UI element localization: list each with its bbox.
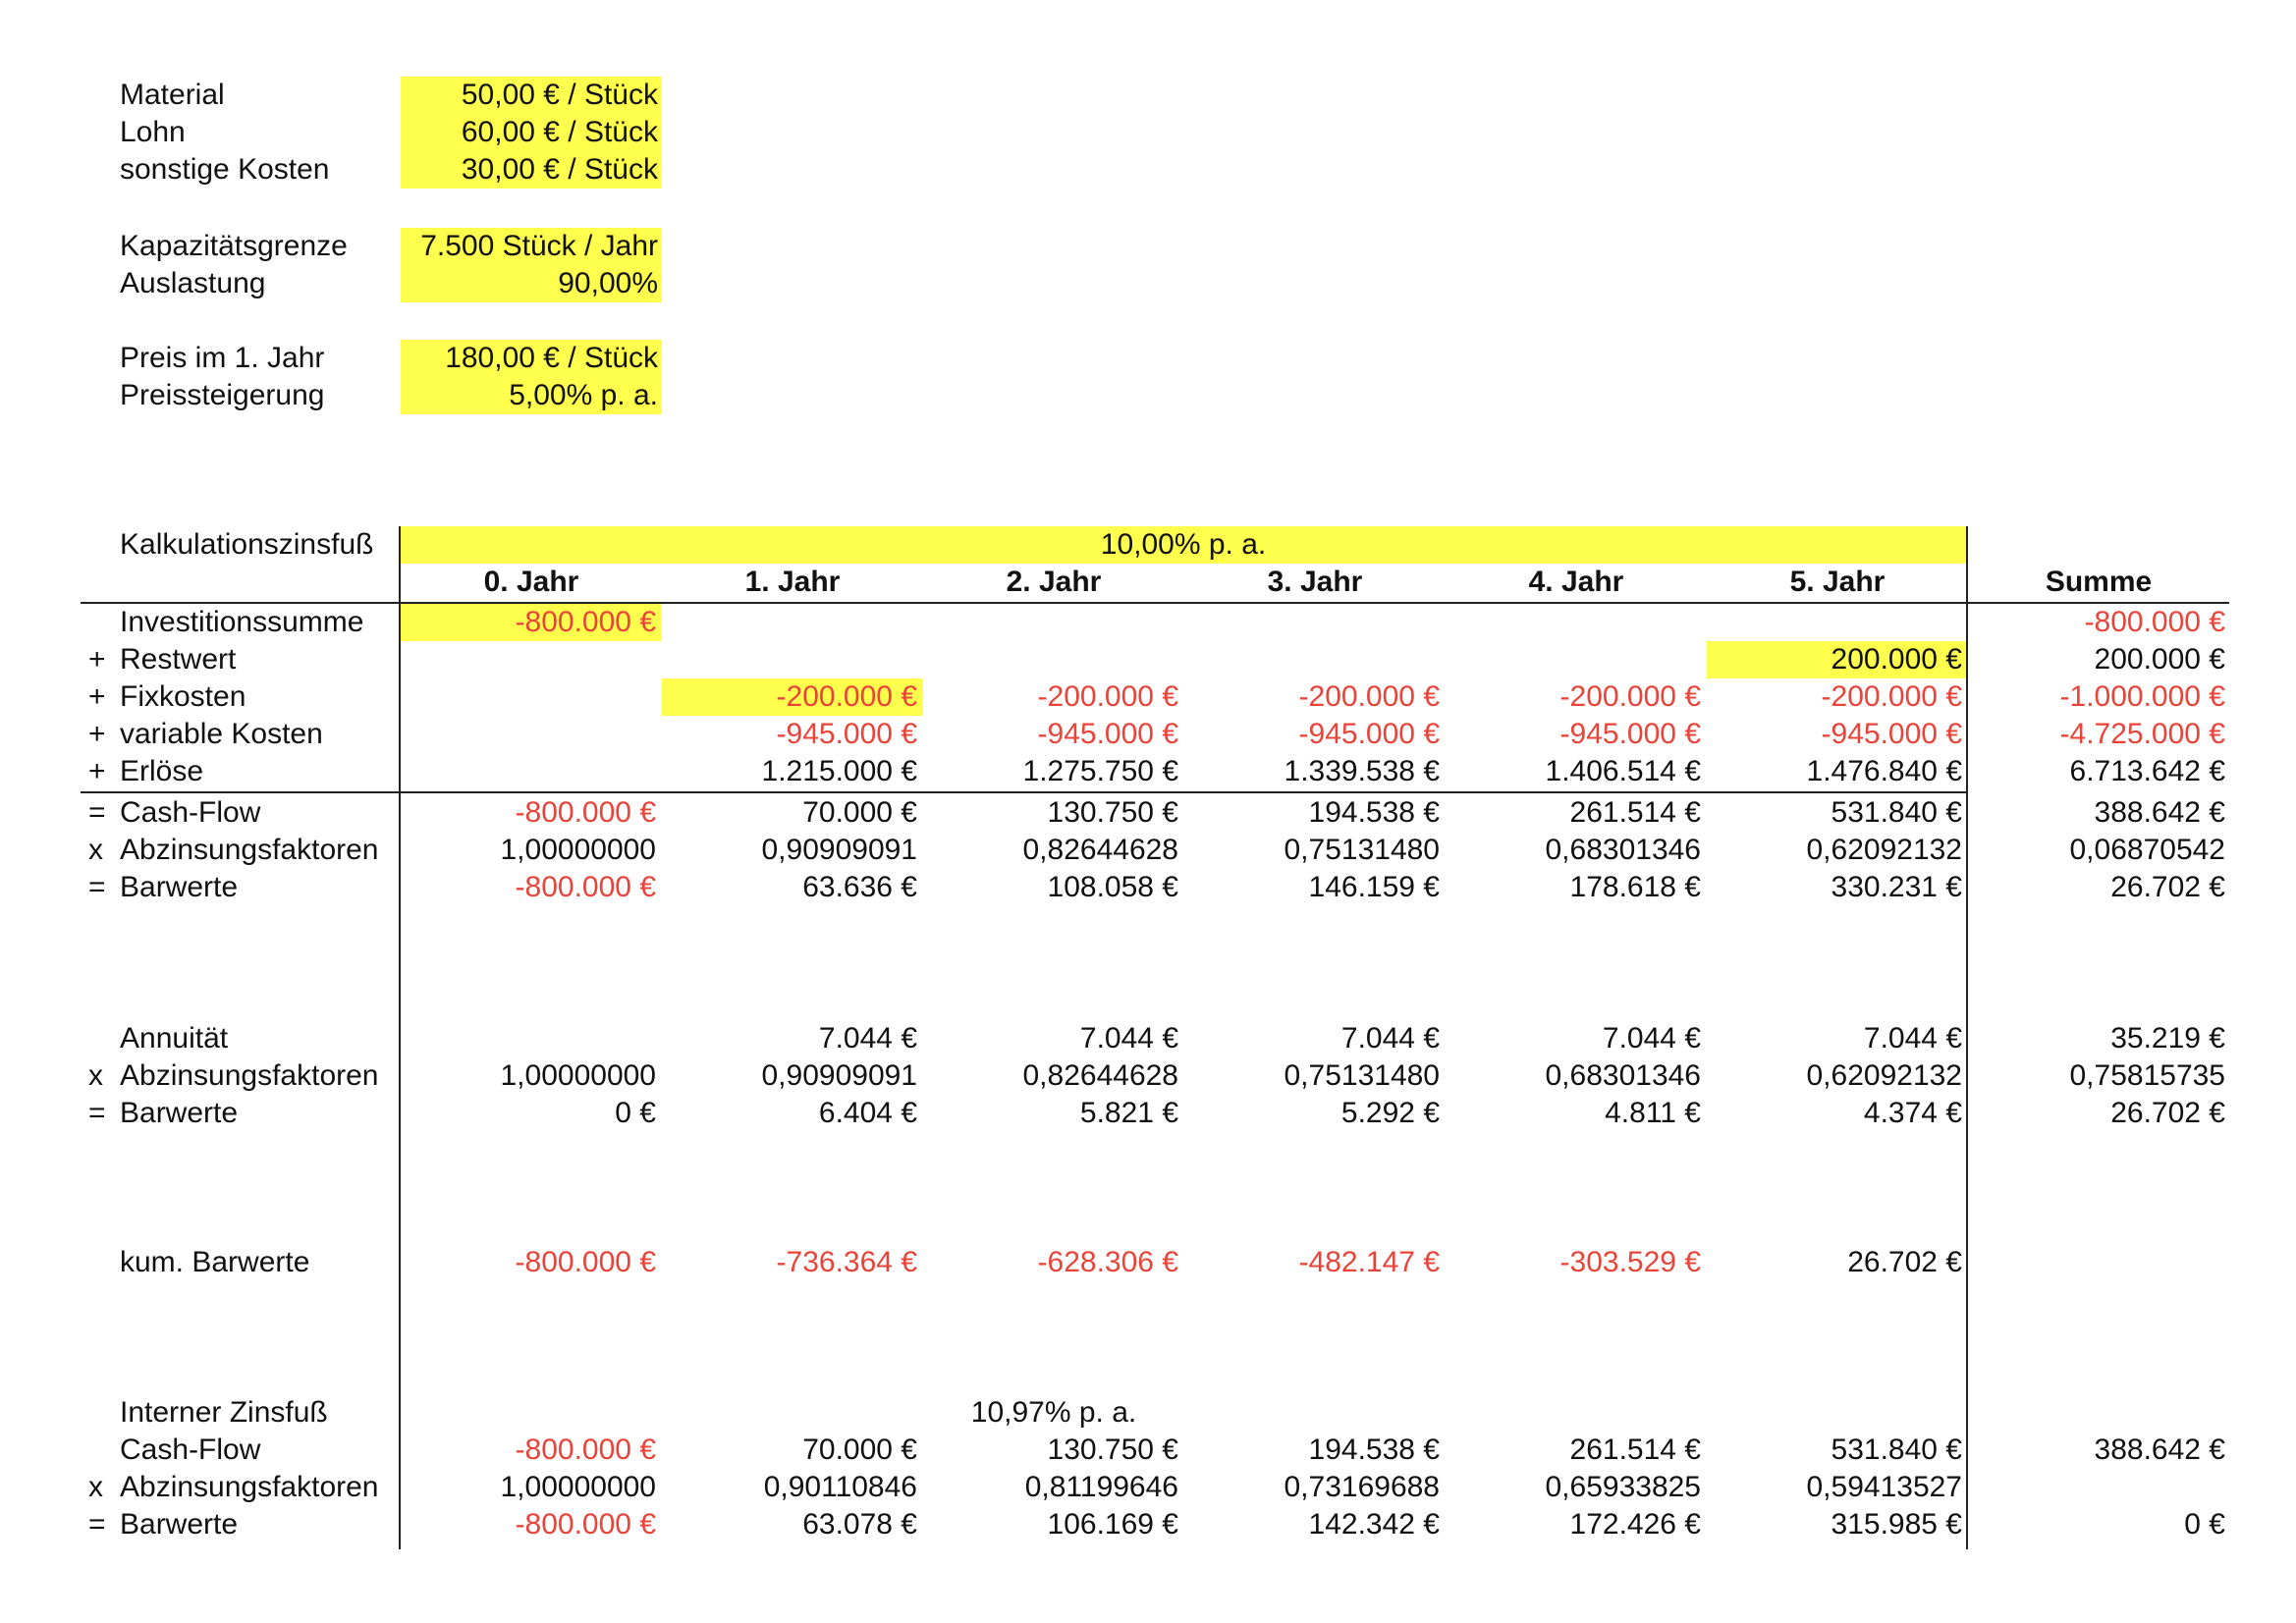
header-year-5: 5. Jahr	[1789, 566, 1886, 598]
header-year-1: 1. Jahr	[744, 566, 841, 598]
cell-year-3	[1184, 641, 1446, 678]
param-label: Preissteigerung	[120, 379, 325, 411]
row-prefix: x	[88, 834, 103, 866]
cell-summe: -1.000.000 €	[2059, 680, 2225, 713]
cell-year-2: 7.044 €	[1079, 1022, 1178, 1055]
cell-year-3: 0,75131480	[1284, 834, 1440, 866]
cell-year-2: 0,81199646	[1024, 1471, 1178, 1503]
row-label: Abzinsungsfaktoren	[120, 1059, 379, 1092]
cell-year-3: -200.000 €	[1298, 680, 1440, 713]
row-prefix	[88, 604, 116, 641]
row-label: Restwert	[120, 643, 237, 676]
cell-year-0	[401, 678, 662, 716]
cell-year-0: 1,00000000	[500, 1059, 656, 1092]
cell-year-2: 0,82644628	[1022, 1059, 1178, 1092]
row-prefix: =	[88, 1508, 106, 1541]
row-label: Barwerte	[120, 1097, 239, 1129]
cell-year-4: 7.044 €	[1602, 1022, 1701, 1055]
rate-label: Kalkulationszinsfuß	[120, 528, 374, 561]
cell-year-3: 142.342 €	[1308, 1508, 1440, 1541]
cell-year-1	[662, 641, 923, 678]
cell-year-3: 5.292 €	[1340, 1097, 1440, 1129]
cell-year-3: 194.538 €	[1308, 1434, 1440, 1466]
cell-year-1: 63.078 €	[802, 1508, 917, 1541]
row-label: Erlöse	[120, 755, 204, 787]
cell-summe: 0 €	[2184, 1508, 2225, 1541]
cell-year-4: 0,68301346	[1545, 1059, 1701, 1092]
cell-summe: 388.642 €	[2094, 796, 2225, 829]
param-label: Kapazitätsgrenze	[120, 230, 348, 262]
cell-year-2: 0,82644628	[1022, 834, 1178, 866]
cell-year-1: -200.000 €	[776, 680, 917, 713]
cell-year-0: 1,00000000	[500, 1471, 656, 1503]
cell-year-0: 0 €	[615, 1097, 656, 1129]
cell-year-4: 0,68301346	[1545, 834, 1701, 866]
cell-year-3: 7.044 €	[1340, 1022, 1440, 1055]
param-label: Material	[120, 79, 225, 111]
cell-year-3: 0,75131480	[1284, 1059, 1440, 1092]
cell-year-0: 1,00000000	[500, 834, 656, 866]
cell-year-0: -800.000 €	[515, 606, 656, 638]
cell-summe: 35.219 €	[2110, 1022, 2225, 1055]
cell-year-5: 531.840 €	[1831, 1434, 1962, 1466]
cell-summe: 200.000 €	[2094, 643, 2225, 676]
cell-year-1: 70.000 €	[802, 1434, 917, 1466]
cell-year-4: -200.000 €	[1559, 680, 1701, 713]
row-label: Cash-Flow	[120, 796, 261, 829]
cell-year-0: -800.000 €	[515, 871, 656, 903]
cell-year-5: 531.840 €	[1831, 796, 1962, 829]
row-label: kum. Barwerte	[120, 1246, 310, 1278]
row-label: Abzinsungsfaktoren	[120, 1471, 379, 1503]
cell-year-5: 0,62092132	[1806, 1059, 1962, 1092]
row-label: Abzinsungsfaktoren	[120, 834, 379, 866]
cell-year-5: 0,59413527	[1806, 1471, 1962, 1503]
cell-year-4	[1446, 604, 1707, 641]
cell-year-3: 1.339.538 €	[1284, 755, 1440, 787]
cell-year-0: -800.000 €	[515, 796, 656, 829]
cell-year-0	[401, 753, 662, 790]
cell-year-5: 7.044 €	[1863, 1022, 1962, 1055]
cell-year-3	[1184, 604, 1446, 641]
cell-year-1: 1.215.000 €	[761, 755, 917, 787]
cell-summe: 0,75815735	[2069, 1059, 2225, 1092]
cell-year-2	[923, 641, 1184, 678]
param-value: 50,00 € / Stück	[401, 77, 662, 114]
cell-year-0: -800.000 €	[515, 1246, 656, 1278]
cell-year-4: 261.514 €	[1569, 796, 1701, 829]
param-label: Auslastung	[120, 267, 266, 299]
cell-year-1: 0,90110846	[763, 1471, 917, 1503]
row-prefix: +	[88, 680, 106, 713]
cell-year-1: 63.636 €	[802, 871, 917, 903]
cell-year-4: 0,65933825	[1545, 1471, 1701, 1503]
row-label: Investitionssumme	[120, 606, 364, 638]
param-label: sonstige Kosten	[120, 153, 330, 186]
param-value: 180,00 € / Stück	[401, 340, 662, 377]
cell-year-2: 5.821 €	[1079, 1097, 1178, 1129]
irr-label: Interner Zinsfuß	[120, 1396, 328, 1429]
cell-summe: 6.713.642 €	[2069, 755, 2225, 787]
row-prefix: x	[88, 1059, 103, 1092]
cell-year-5: 0,62092132	[1806, 834, 1962, 866]
cell-year-3: 0,73169688	[1284, 1471, 1440, 1503]
row-prefix: =	[88, 796, 106, 829]
cell-year-4: 178.618 €	[1569, 871, 1701, 903]
cell-year-0	[401, 716, 662, 753]
cell-year-2: 130.750 €	[1047, 1434, 1178, 1466]
row-prefix: +	[88, 718, 106, 750]
cell-year-5: -200.000 €	[1821, 680, 1962, 713]
cell-year-1: 0,90909091	[761, 834, 917, 866]
row-label: Fixkosten	[120, 680, 246, 713]
cell-year-1: 0,90909091	[761, 1059, 917, 1092]
cell-year-5: 330.231 €	[1831, 871, 1962, 903]
row-label: Barwerte	[120, 871, 239, 903]
header-year-0: 0. Jahr	[483, 566, 579, 598]
cell-summe: 26.702 €	[2110, 871, 2225, 903]
cell-year-3: -482.147 €	[1298, 1246, 1440, 1278]
cell-summe	[1968, 1244, 2229, 1281]
cell-year-2: 1.275.750 €	[1022, 755, 1178, 787]
cell-year-0: -800.000 €	[515, 1508, 656, 1541]
cell-year-5: 4.374 €	[1863, 1097, 1962, 1129]
cell-year-5: 1.476.840 €	[1806, 755, 1962, 787]
param-label: Preis im 1. Jahr	[120, 342, 325, 374]
cell-summe: -800.000 €	[2084, 606, 2225, 638]
param-value: 7.500 Stück / Jahr	[401, 228, 662, 265]
cell-summe: -4.725.000 €	[2059, 718, 2225, 750]
row-label: Annuität	[120, 1022, 229, 1055]
row-label: variable Kosten	[120, 718, 323, 750]
cell-year-1	[662, 604, 923, 641]
cell-year-3: 146.159 €	[1308, 871, 1440, 903]
cell-year-1: -736.364 €	[776, 1246, 917, 1278]
cell-year-4: 261.514 €	[1569, 1434, 1701, 1466]
cell-year-5: 26.702 €	[1847, 1246, 1962, 1278]
cell-summe	[1968, 1469, 2229, 1506]
cell-year-1: 6.404 €	[818, 1097, 917, 1129]
row-prefix	[88, 1020, 116, 1057]
param-label: Lohn	[120, 116, 186, 148]
cell-year-2: -200.000 €	[1037, 680, 1178, 713]
cell-year-1: 70.000 €	[802, 796, 917, 829]
row-prefix: +	[88, 643, 106, 676]
cell-year-5: 315.985 €	[1831, 1508, 1962, 1541]
param-value: 5,00% p. a.	[401, 377, 662, 414]
irr-value: 10,97% p. a.	[970, 1396, 1137, 1429]
row-prefix: =	[88, 1097, 106, 1129]
cell-year-0: -800.000 €	[515, 1434, 656, 1466]
cell-year-0	[401, 641, 662, 678]
row-label: Barwerte	[120, 1508, 239, 1541]
cell-year-2: -945.000 €	[1037, 718, 1178, 750]
cashflow-divider	[81, 791, 1968, 793]
cell-year-2	[923, 604, 1184, 641]
cell-year-4	[1446, 641, 1707, 678]
cell-year-3: -945.000 €	[1298, 718, 1440, 750]
row-prefix	[88, 1432, 116, 1469]
cell-year-1: 7.044 €	[818, 1022, 917, 1055]
param-value: 30,00 € / Stück	[401, 151, 662, 189]
cell-year-4: 4.811 €	[1605, 1097, 1701, 1129]
cell-year-4: 1.406.514 €	[1545, 755, 1701, 787]
cell-year-2: 130.750 €	[1047, 796, 1178, 829]
row-prefix: x	[88, 1471, 103, 1503]
cell-year-0	[401, 1020, 662, 1057]
row-label: Cash-Flow	[120, 1434, 261, 1466]
cell-year-5: 200.000 €	[1831, 643, 1962, 676]
cell-year-5	[1707, 604, 1968, 641]
row-prefix: =	[88, 871, 106, 903]
cell-year-3: 194.538 €	[1308, 796, 1440, 829]
cell-year-4: -945.000 €	[1559, 718, 1701, 750]
cell-year-4: -303.529 €	[1559, 1246, 1701, 1278]
rate-value: 10,00% p. a.	[401, 526, 1966, 564]
param-value: 60,00 € / Stück	[401, 114, 662, 151]
cell-year-2: -628.306 €	[1037, 1246, 1178, 1278]
cell-summe: 26.702 €	[2110, 1097, 2225, 1129]
row-prefix: +	[88, 755, 106, 787]
cell-summe: 388.642 €	[2094, 1434, 2225, 1466]
header-year-4: 4. Jahr	[1528, 566, 1624, 598]
header-year-2: 2. Jahr	[1006, 566, 1102, 598]
row-prefix	[88, 1244, 116, 1281]
header-year-3: 3. Jahr	[1267, 566, 1363, 598]
cell-year-2: 108.058 €	[1047, 871, 1178, 903]
cell-year-2: 106.169 €	[1047, 1508, 1178, 1541]
cell-year-1: -945.000 €	[776, 718, 917, 750]
cell-summe: 0,06870542	[2069, 834, 2225, 866]
header-summe: Summe	[2045, 566, 2153, 598]
cell-year-5: -945.000 €	[1821, 718, 1962, 750]
param-value: 90,00%	[401, 265, 662, 302]
cell-year-4: 172.426 €	[1569, 1508, 1701, 1541]
